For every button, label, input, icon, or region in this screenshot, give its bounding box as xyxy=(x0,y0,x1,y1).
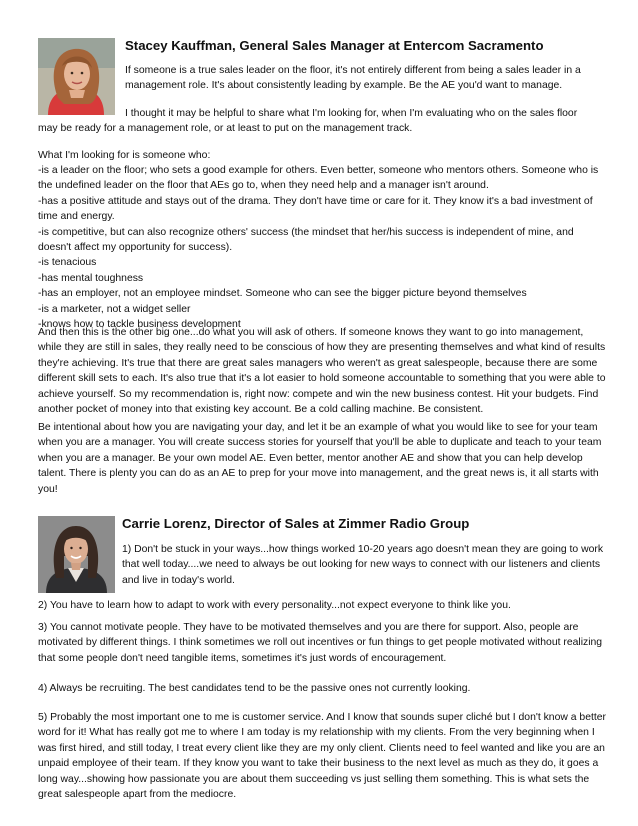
list-item: -has an employer, not an employee mindset. Someone who can see the bigger picture beyond themselves xyxy=(38,288,527,300)
portrait-image xyxy=(38,516,115,593)
carrie-paragraph-4: 4) Always be recruiting. The best candidates tend to be the passive ones not currently looking. xyxy=(38,683,471,694)
stacey-paragraph-4: Be intentional about how you are navigating your day, and let it be an example of what you would like to see for your team when you are a manager. You will create success stories for yourself that you'll be able to duplicate and teach to your team when you are a manager. Be your own model AE. Even better, mentor another AE and show that you can help develop talent. There is plenty you can do as an AE to prep for your move into management, and the great news is, it all starts with you! xyxy=(38,422,602,495)
stacey-paragraph-2-first-line: I thought it may be helpful to share what I'm looking for, when I'm evaluating who on the sales floor xyxy=(125,108,578,119)
carrie-intro-paragraph: 1) Don't be stuck in your ways...how things worked 10-20 years ago doesn't mean they are going to work that well today....we need to always be out looking for new ways to connect with our listeners and clients and live in today's world. xyxy=(122,544,604,586)
list-item: -is tenacious xyxy=(38,257,97,269)
portrait-image xyxy=(38,38,115,115)
stacey-kauffman-photo xyxy=(38,38,115,115)
list-item: -has mental toughness xyxy=(38,272,144,284)
carrie-lorenz-heading: Carrie Lorenz, Director of Sales at Zimmer Radio Group xyxy=(122,516,470,531)
carrie-paragraph-3: 3) You cannot motivate people. They have to be motivated themselves and you are there for support. Also, people are motivated by different things. I think sometimes we roll out incentives or fun things to get people motivated without realizing that some people don't need tangible items, sometimes it's just words of encouragement. xyxy=(38,622,603,664)
stacey-kauffman-heading: Stacey Kauffman, General Sales Manager at Entercom Sacramento xyxy=(125,38,544,53)
stacey-criteria-list xyxy=(38,163,606,332)
stacey-intro-paragraph: If someone is a true sales leader on the floor, it's not entirely different from being a sales leader in a management role. It's about consistently leading by example. Be the AE you'd want to manage. xyxy=(125,65,581,92)
carrie-paragraph-5: 5) Probably the most important one to me is customer service. And I know that sounds super cliché but I don't know a better word for it! What has really got me to where I am today is my relationship with my clients. From the very beginning when I was first hired, and still today, I treat every client like they are my only client. Clients need to feel wanted and like you are an unpaid employee of their team. If they know you want to take their business to the next level as much as they do, it goes a long way...showing how passionate you are about them succeeding vs just selling them something. This is what sets the great salespeople apart from the mediocre. xyxy=(38,712,606,801)
stacey-paragraph-2-rest: may be ready for a management role, or at least to put on the management track. xyxy=(38,123,413,134)
list-item: -is a marketer, not a widget seller xyxy=(38,303,191,315)
list-item: -knows how to tackle business development xyxy=(38,319,241,331)
list-item: -has a positive attitude and stays out of the drama. They don't have time or care for it. They know it's a bad investment of time and energy. xyxy=(38,195,593,223)
stacey-list-title: What I'm looking for is someone who: xyxy=(38,150,211,161)
carrie-lorenz-photo xyxy=(38,516,115,593)
stacey-paragraph-3: And then this is the other big one...do what you will ask of others. If someone knows they want to go into management, while they are still in sales, they really need to be conscious of how they are presenting themselves and what kind of results they're achieving. It's true that there are great sales managers who weren't as great salespeople, because there are some different skill sets to each. It's also true that it's a lot easier to hold someone accountable to something that you were able to achieve yourself. So my recommendation is, right now: compete and win the new business contest. Hit your budgets. Find another pocket of money into that existing key account. Be a cold calling machine. Be consistent. xyxy=(38,327,606,416)
list-item: -is competitive, but can also recognize others' success (the mindset that her/his success is independent of mine, and doesn't affect my opportunity for success). xyxy=(38,226,574,254)
list-item: -is a leader on the floor; who sets a good example for others. Even better, someone who mentors others. Someone who is the undefined leader on the floor that AEs go to, when they need help and a manager isn't around. xyxy=(38,165,599,192)
carrie-paragraph-2: 2) You have to learn how to adapt to work with every personality...not expect everyone to think like you. xyxy=(38,600,511,611)
